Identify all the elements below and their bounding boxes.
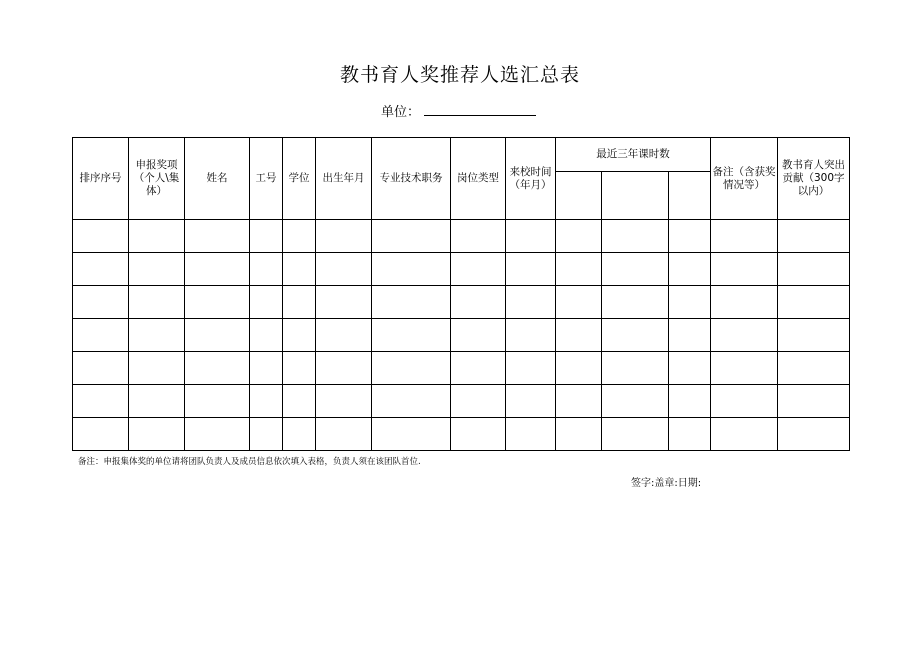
table-cell[interactable] — [250, 418, 283, 451]
table-cell[interactable] — [372, 319, 451, 352]
table-cell[interactable] — [316, 319, 372, 352]
table-cell[interactable] — [129, 352, 185, 385]
table-cell[interactable] — [506, 253, 556, 286]
table-cell[interactable] — [556, 418, 602, 451]
table-cell[interactable] — [711, 385, 778, 418]
table-cell[interactable] — [250, 319, 283, 352]
table-cell[interactable] — [372, 385, 451, 418]
table-cell[interactable] — [711, 253, 778, 286]
table-cell[interactable] — [185, 319, 250, 352]
table-cell[interactable] — [316, 385, 372, 418]
table-cell[interactable] — [185, 286, 250, 319]
table-cell[interactable] — [129, 418, 185, 451]
table-cell[interactable] — [250, 253, 283, 286]
table-cell[interactable] — [185, 253, 250, 286]
table-cell[interactable] — [372, 253, 451, 286]
table-cell[interactable] — [778, 253, 850, 286]
header-remark: 备注（含获奖情况等） — [711, 138, 778, 220]
table-cell[interactable] — [506, 418, 556, 451]
unit-blank-line[interactable] — [424, 104, 536, 116]
table-cell[interactable] — [711, 220, 778, 253]
table-cell[interactable] — [669, 352, 711, 385]
table-cell[interactable] — [602, 319, 669, 352]
table-cell[interactable] — [451, 385, 506, 418]
table-cell[interactable] — [73, 319, 129, 352]
table-row — [73, 385, 850, 418]
table-cell[interactable] — [556, 253, 602, 286]
unit-label: 单位： — [381, 105, 421, 120]
header-name: 姓名 — [185, 138, 250, 220]
hours-year-3[interactable] — [669, 172, 711, 220]
table-row — [73, 352, 850, 385]
table-cell[interactable] — [73, 286, 129, 319]
table-cell[interactable] — [185, 385, 250, 418]
table-cell[interactable] — [185, 220, 250, 253]
header-job-no: 工号 — [250, 138, 283, 220]
table-cell[interactable] — [778, 220, 850, 253]
table-cell[interactable] — [669, 385, 711, 418]
table-cell[interactable] — [451, 286, 506, 319]
table-cell[interactable] — [778, 286, 850, 319]
hours-year-1[interactable] — [556, 172, 602, 220]
table-cell[interactable] — [283, 385, 316, 418]
table-cell[interactable] — [711, 352, 778, 385]
table-cell[interactable] — [129, 319, 185, 352]
header-seq: 排序序号 — [73, 138, 129, 220]
table-row — [73, 286, 850, 319]
table-cell[interactable] — [316, 286, 372, 319]
table-cell[interactable] — [185, 418, 250, 451]
page-title: 教书育人奖推荐人选汇总表 — [339, 64, 580, 86]
header-row — [73, 138, 850, 172]
table-row — [73, 253, 850, 286]
table-cell[interactable] — [316, 418, 372, 451]
header-join: 来校时间（年月） — [506, 138, 556, 220]
table-cell[interactable] — [778, 319, 850, 352]
table-cell[interactable] — [372, 418, 451, 451]
table-row — [73, 418, 850, 451]
table-cell[interactable] — [129, 220, 185, 253]
table-cell[interactable] — [669, 286, 711, 319]
table-cell[interactable] — [283, 352, 316, 385]
table-cell[interactable] — [778, 418, 850, 451]
table-cell[interactable] — [602, 352, 669, 385]
table-cell[interactable] — [451, 319, 506, 352]
table-cell[interactable] — [451, 220, 506, 253]
table-cell[interactable] — [372, 352, 451, 385]
table-cell[interactable] — [451, 418, 506, 451]
table-cell[interactable] — [316, 352, 372, 385]
table-cell[interactable] — [316, 220, 372, 253]
table-cell[interactable] — [506, 385, 556, 418]
table-cell[interactable] — [669, 220, 711, 253]
table-cell[interactable] — [283, 253, 316, 286]
table-cell[interactable] — [451, 352, 506, 385]
table-cell[interactable] — [250, 385, 283, 418]
table-cell[interactable] — [778, 385, 850, 418]
table-cell[interactable] — [316, 253, 372, 286]
table-cell[interactable] — [711, 319, 778, 352]
header-birth: 出生年月 — [316, 138, 372, 220]
table-cell[interactable] — [669, 418, 711, 451]
table-cell[interactable] — [283, 418, 316, 451]
header-hours: 最近三年课时数 — [556, 138, 711, 172]
table-cell[interactable] — [73, 220, 129, 253]
table-cell[interactable] — [669, 253, 711, 286]
table-row — [73, 319, 850, 352]
table-cell[interactable] — [372, 286, 451, 319]
table-cell[interactable] — [506, 352, 556, 385]
signature-line: 签字:盖章:日期: — [631, 478, 702, 489]
table-cell[interactable] — [602, 220, 669, 253]
table-cell[interactable] — [602, 253, 669, 286]
table-cell[interactable] — [556, 385, 602, 418]
table-cell[interactable] — [129, 286, 185, 319]
table-cell[interactable] — [250, 220, 283, 253]
table-cell[interactable] — [129, 253, 185, 286]
table-cell[interactable] — [250, 286, 283, 319]
table-cell[interactable] — [602, 286, 669, 319]
table-cell[interactable] — [185, 352, 250, 385]
table-cell[interactable] — [506, 286, 556, 319]
table-cell[interactable] — [73, 418, 129, 451]
table-cell[interactable] — [556, 220, 602, 253]
header-degree: 学位 — [283, 138, 316, 220]
header-award: 申报奖项（个人\集体） — [129, 138, 185, 220]
table-cell[interactable] — [451, 253, 506, 286]
header-contribution: 教书育人突出贡献（300字以内） — [778, 138, 850, 220]
table-cell[interactable] — [73, 385, 129, 418]
table-cell[interactable] — [602, 385, 669, 418]
table-cell[interactable] — [556, 286, 602, 319]
table-cell[interactable] — [778, 352, 850, 385]
unit-row — [381, 101, 536, 120]
table-cell[interactable] — [602, 418, 669, 451]
table-cell[interactable] — [283, 286, 316, 319]
table-row — [73, 220, 850, 253]
table-cell[interactable] — [283, 220, 316, 253]
footnote: 备注：申报集体奖的单位请将团队负责人及成员信息依次填入表格，负责人须在该团队首位. — [78, 457, 421, 467]
hours-year-2[interactable] — [602, 172, 669, 220]
table-cell[interactable] — [250, 352, 283, 385]
table-cell[interactable] — [372, 220, 451, 253]
table-cell[interactable] — [669, 319, 711, 352]
table-cell[interactable] — [73, 352, 129, 385]
table-cell[interactable] — [711, 286, 778, 319]
header-post: 岗位类型 — [451, 138, 506, 220]
summary-table — [72, 137, 850, 451]
table-cell[interactable] — [556, 319, 602, 352]
table-cell[interactable] — [73, 253, 129, 286]
table-cell[interactable] — [506, 220, 556, 253]
header-title: 专业技术职务 — [372, 138, 451, 220]
table-cell[interactable] — [129, 385, 185, 418]
table-cell[interactable] — [506, 319, 556, 352]
table-cell[interactable] — [283, 319, 316, 352]
table-cell[interactable] — [556, 352, 602, 385]
table-cell[interactable] — [711, 418, 778, 451]
